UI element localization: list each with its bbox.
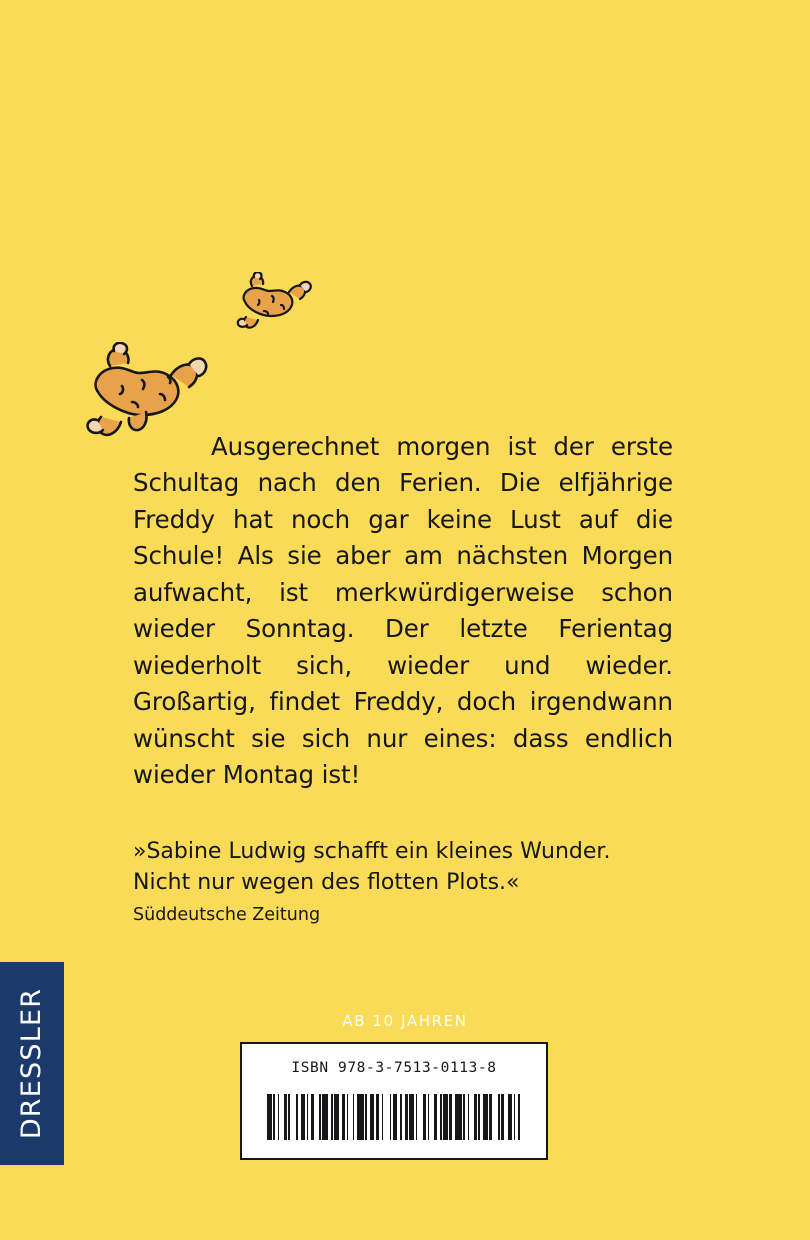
blurb-body: Ausgerechnet morgen ist der erste Schultag nach den Ferien. Die elfjährige Freddy hat noch gar keine Lust auf die Schule! Als sie aber am nächsten Morgen aufwacht, ist merkwürdigerweise schon wieder Sonntag. Der letzte Ferientag wiederholt sich, wieder und wieder. Großartig, findet Freddy, doch irgendwann wünscht sie sich nur eines: dass endlich wieder Montag ist! xyxy=(133,431,673,789)
review-source: Süddeutsche Zeitung xyxy=(133,905,321,925)
review-quote-line-2: Nicht nur wegen des flotten Plots.« xyxy=(133,870,520,895)
publisher-name: DRESSLER xyxy=(16,987,48,1140)
review-quote-line-1: »Sabine Ludwig schafft ein kleines Wunder. xyxy=(133,839,611,864)
barcode-bars xyxy=(267,1094,525,1140)
roast-chicken-small-icon xyxy=(228,272,328,344)
isbn-label: ISBN 978-3-7513-0113-8 xyxy=(291,1060,497,1076)
age-recommendation: AB 10 JAHREN xyxy=(342,1012,468,1030)
publisher-logo xyxy=(0,962,64,1165)
blurb-text xyxy=(133,429,673,794)
review-quote xyxy=(133,836,693,928)
barcode-bar xyxy=(520,1094,525,1140)
barcode-block xyxy=(240,1042,548,1160)
